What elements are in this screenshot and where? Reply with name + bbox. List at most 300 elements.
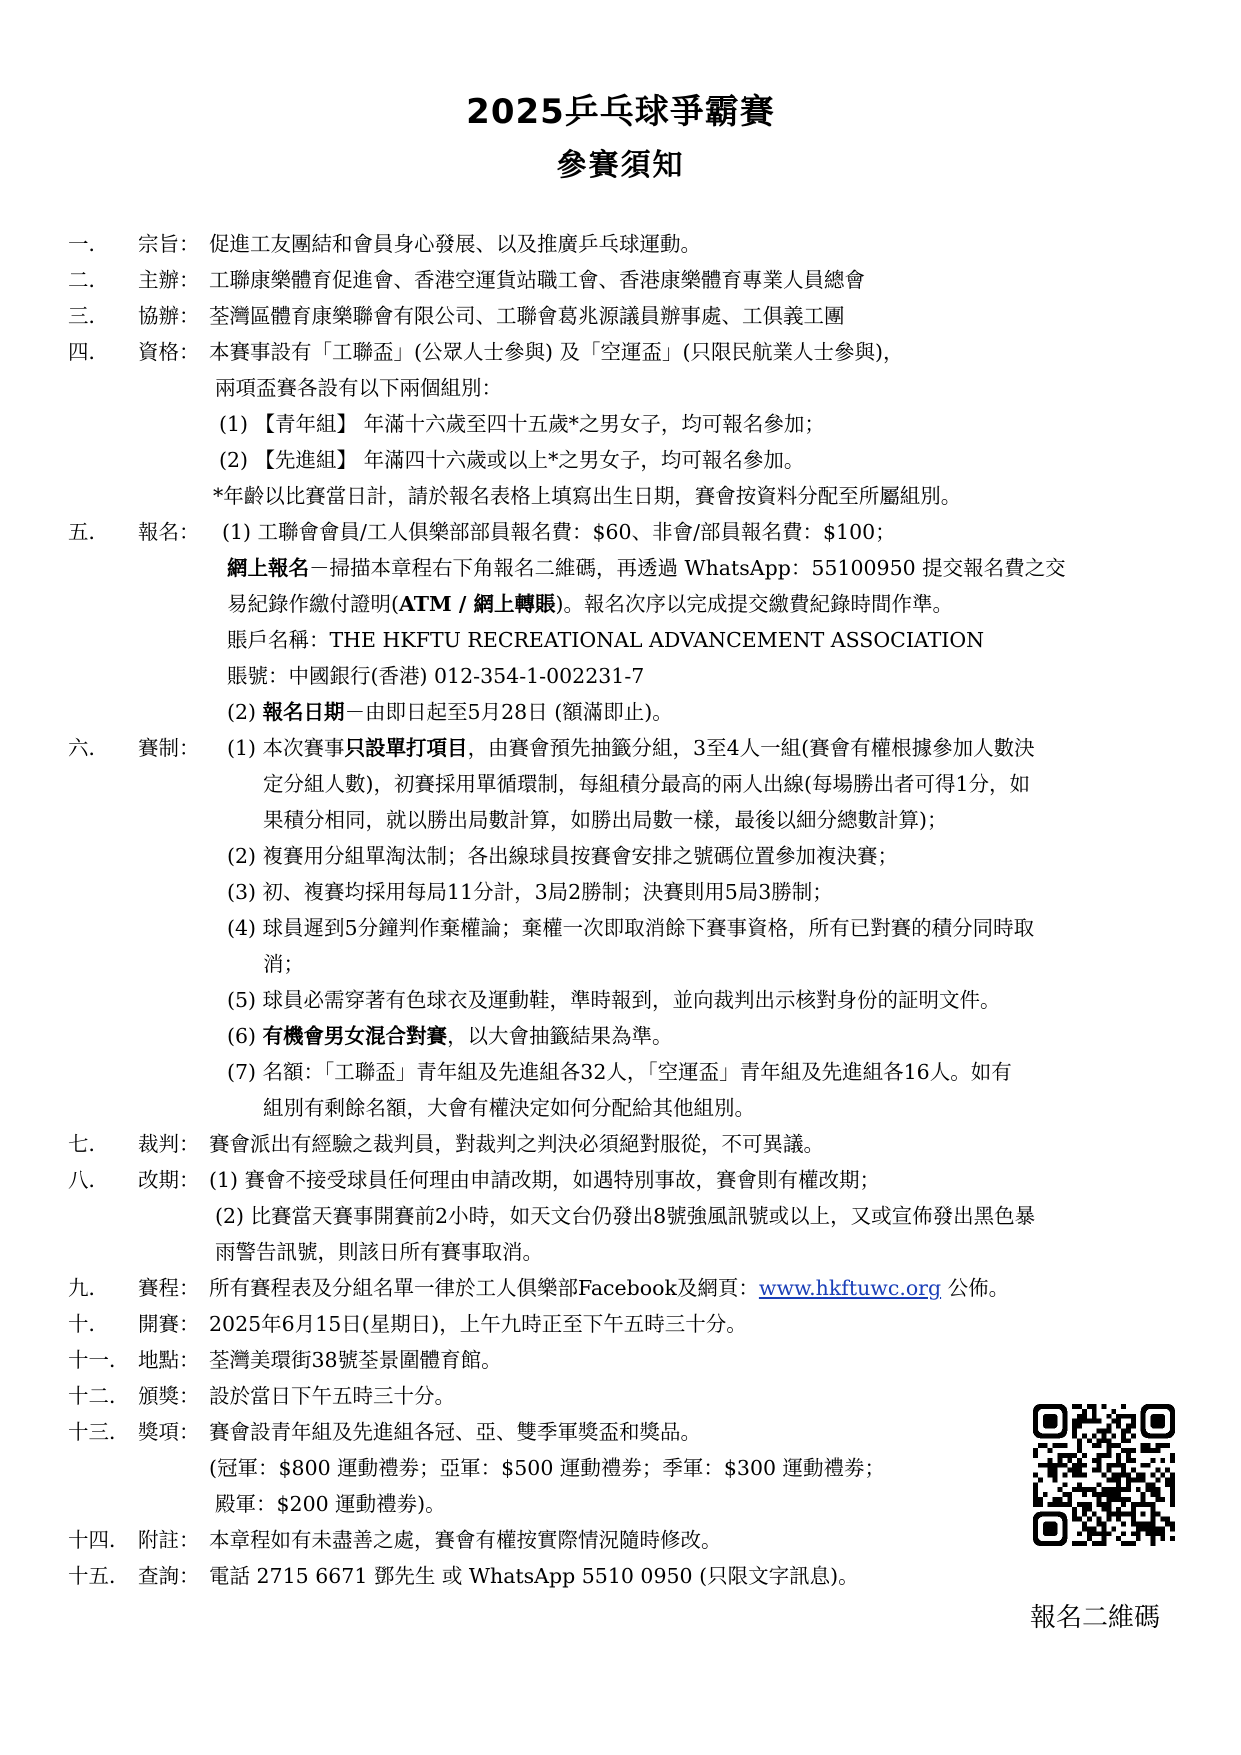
qr-module (1057, 1497, 1062, 1502)
qr-module (1151, 1448, 1156, 1453)
qr-module (1102, 1502, 1107, 1507)
qr-module (1082, 1473, 1087, 1478)
qr-module (1165, 1522, 1170, 1527)
deadline-bold: 報名日期 (262, 700, 345, 724)
qr-module (1057, 1502, 1062, 1507)
qr-module (1102, 1526, 1107, 1531)
qr-module (1160, 1443, 1165, 1448)
section-8-line-3: 雨警告訊號，則該日所有賽事取消。 (215, 1240, 543, 1264)
qr-module (1116, 1424, 1121, 1429)
qr-module (1131, 1477, 1136, 1482)
qr-module (1126, 1453, 1131, 1458)
item-6-prefix: (6) (227, 1024, 263, 1048)
qr-module (1121, 1473, 1126, 1478)
qr-module (1097, 1419, 1102, 1424)
qr-module (1136, 1536, 1141, 1541)
qr-module (1082, 1487, 1087, 1492)
qr-module (1072, 1463, 1077, 1468)
qr-module (1146, 1526, 1151, 1531)
qr-module (1106, 1414, 1111, 1419)
section-6-item-1-line-2: 定分組人數)，初賽採用單循環制，每組積分最高的兩人出線(每場勝出者可得1分，如 (263, 772, 1031, 796)
qr-module (1106, 1492, 1111, 1497)
qr-module (1048, 1448, 1053, 1453)
website-link[interactable]: www.hkftuwc.org (758, 1276, 942, 1300)
qr-module (1097, 1428, 1102, 1433)
qr-module (1092, 1419, 1097, 1424)
qr-module (1126, 1477, 1131, 1482)
qr-module (1082, 1414, 1087, 1419)
qr-module (1121, 1448, 1126, 1453)
qr-module (1151, 1482, 1156, 1487)
qr-module (1082, 1541, 1087, 1546)
qr-module (1155, 1443, 1160, 1448)
section-6-number: 六． (68, 736, 109, 760)
qr-module (1106, 1468, 1111, 1473)
qr-module (1097, 1463, 1102, 1468)
qr-module (1126, 1497, 1131, 1502)
qr-module (1072, 1512, 1077, 1517)
qr-module (1126, 1424, 1131, 1429)
qr-finder-top-right (1141, 1404, 1175, 1438)
qr-module (1062, 1453, 1067, 1458)
section-8-line-2: (2) 比賽當天賽事開賽前2小時，如天文台仍發出8號強風訊號或以上，又或宣佈發出黑色暴 (215, 1204, 1036, 1228)
qr-module (1067, 1497, 1072, 1502)
qr-module (1077, 1424, 1082, 1429)
section-15-number: 十五． (68, 1564, 130, 1588)
qr-module (1121, 1487, 1126, 1492)
section-6-item-7-line-1: (7) 名額：「工聯盃」青年組及先進組各32人，「空運盃」青年組及先進組各16人。如有 (227, 1060, 1012, 1084)
qr-module (1116, 1443, 1121, 1448)
online-registration-text: －掃描本章程右下角報名二維碼，再透過 WhatsApp：55100950 提交報名費之交 (309, 556, 1066, 580)
qr-module (1151, 1492, 1156, 1497)
qr-module (1131, 1448, 1136, 1453)
qr-module (1155, 1497, 1160, 1502)
qr-module (1102, 1507, 1107, 1512)
qr-module (1053, 1468, 1058, 1473)
qr-module (1097, 1458, 1102, 1463)
qr-module (1106, 1428, 1111, 1433)
qr-module (1116, 1492, 1121, 1497)
section-14-text: 本章程如有未盡善之處，賽會有權按實際情況隨時修改。 (209, 1528, 722, 1552)
item-6-text: ，以大會抽籤結果為準。 (447, 1024, 673, 1048)
qr-module (1067, 1458, 1072, 1463)
qr-module (1077, 1487, 1082, 1492)
qr-module (1087, 1531, 1092, 1536)
qr-module (1170, 1482, 1175, 1487)
section-14-number: 十四． (68, 1528, 130, 1552)
section-9-line (209, 1274, 1009, 1302)
section-4-group-youth: (1) 【青年組】 年滿十六歲至四十五歲*之男女子，均可報名參加； (219, 412, 825, 436)
qr-module (1057, 1453, 1062, 1458)
qr-module (1151, 1541, 1156, 1546)
qr-module (1126, 1414, 1131, 1419)
qr-module (1106, 1512, 1111, 1517)
qr-module (1038, 1497, 1043, 1502)
qr-module (1131, 1531, 1136, 1536)
qr-module (1111, 1463, 1116, 1468)
qr-module (1097, 1492, 1102, 1497)
qr-module (1151, 1526, 1156, 1531)
qr-module (1092, 1433, 1097, 1438)
section-6-item-5: (5) 球員必需穿著有色球衣及運動鞋，準時報到，並向裁判出示核對身份的証明文件。 (227, 988, 1001, 1012)
qr-module (1111, 1409, 1116, 1414)
qr-module (1121, 1414, 1126, 1419)
registration-qr-code[interactable] (1033, 1404, 1175, 1546)
qr-module (1146, 1487, 1151, 1492)
qr-module (1106, 1517, 1111, 1522)
section-7-label: 裁判： (138, 1132, 200, 1156)
section-5-account-name: 賬戶名稱：THE HKFTU RECREATIONAL ADVANCEMENT ASSOCIATION (227, 628, 985, 652)
qr-module (1097, 1443, 1102, 1448)
qr-module (1038, 1502, 1043, 1507)
section-10-label: 開賽： (138, 1312, 200, 1336)
qr-module (1087, 1404, 1092, 1409)
qr-module (1082, 1526, 1087, 1531)
qr-module (1057, 1443, 1062, 1448)
qr-module (1077, 1531, 1082, 1536)
section-11-label: 地點： (138, 1348, 200, 1372)
qr-module (1126, 1482, 1131, 1487)
qr-module (1106, 1424, 1111, 1429)
qr-module (1092, 1458, 1097, 1463)
qr-module (1092, 1531, 1097, 1536)
section-15-text: 電話 2715 6671 鄧先生 或 WhatsApp 5510 0950 (只限文字訊息)。 (209, 1564, 859, 1588)
section-3-label: 協辦： (138, 304, 200, 328)
qr-module (1062, 1443, 1067, 1448)
qr-module (1048, 1463, 1053, 1468)
qr-module (1072, 1433, 1077, 1438)
qr-module (1092, 1404, 1097, 1409)
qr-module (1067, 1453, 1072, 1458)
qr-module (1053, 1443, 1058, 1448)
qr-module (1126, 1473, 1131, 1478)
qr-module (1141, 1497, 1146, 1502)
qr-module (1106, 1453, 1111, 1458)
qr-module (1082, 1512, 1087, 1517)
qr-caption: 報名二維碼 (1030, 1603, 1161, 1633)
qr-module (1033, 1487, 1038, 1492)
qr-module (1067, 1468, 1072, 1473)
qr-module (1160, 1526, 1165, 1531)
section-5-label: 報名： (138, 520, 200, 544)
qr-module (1043, 1463, 1048, 1468)
qr-module (1116, 1473, 1121, 1478)
qr-module (1165, 1517, 1170, 1522)
qr-finder-top-left (1033, 1404, 1067, 1438)
qr-module (1151, 1536, 1156, 1541)
payment-method-bold: ATM / 網上轉賬 (399, 592, 556, 616)
qr-module (1033, 1448, 1038, 1453)
qr-module (1155, 1477, 1160, 1482)
section-6-item-4-line-1: (4) 球員遲到5分鐘判作棄權論；棄權一次即取消餘下賽事資格，所有已對賽的積分同時取 (227, 916, 1035, 940)
qr-module (1092, 1541, 1097, 1546)
qr-module (1097, 1453, 1102, 1458)
qr-module (1097, 1497, 1102, 1502)
page-subtitle: 參賽須知 (556, 148, 685, 183)
section-9-label: 賽程： (138, 1276, 200, 1300)
qr-module (1116, 1453, 1121, 1458)
qr-module (1033, 1482, 1038, 1487)
section-2-label: 主辦： (138, 268, 200, 292)
qr-module (1102, 1522, 1107, 1527)
qr-module (1106, 1443, 1111, 1448)
qr-module (1097, 1502, 1102, 1507)
section-11-text: 荃灣美環街38號荃景圍體育館。 (209, 1348, 502, 1372)
qr-module (1170, 1522, 1175, 1527)
qr-module (1155, 1448, 1160, 1453)
qr-module (1102, 1438, 1107, 1443)
qr-module (1111, 1487, 1116, 1492)
section-6-item-6 (227, 1022, 673, 1050)
qr-module (1146, 1531, 1151, 1536)
qr-module (1160, 1531, 1165, 1536)
qr-module (1116, 1482, 1121, 1487)
qr-module (1048, 1458, 1053, 1463)
qr-module (1160, 1536, 1165, 1541)
qr-module (1072, 1424, 1077, 1429)
qr-module (1087, 1507, 1092, 1512)
qr-module (1048, 1468, 1053, 1473)
qr-module (1077, 1414, 1082, 1419)
qr-module (1170, 1536, 1175, 1541)
qr-module (1077, 1468, 1082, 1473)
qr-module (1136, 1473, 1141, 1478)
qr-module (1111, 1512, 1116, 1517)
qr-module (1053, 1502, 1058, 1507)
qr-finder-bottom-left (1033, 1512, 1067, 1546)
qr-module (1151, 1531, 1156, 1536)
qr-module (1160, 1473, 1165, 1478)
section-12-label: 頒獎： (138, 1384, 200, 1408)
qr-module (1121, 1404, 1126, 1409)
qr-module (1072, 1453, 1077, 1458)
qr-module (1155, 1487, 1160, 1492)
qr-module (1151, 1487, 1156, 1492)
section-4-number: 四． (68, 340, 109, 364)
qr-module (1165, 1482, 1170, 1487)
qr-module (1165, 1468, 1170, 1473)
qr-module (1116, 1419, 1121, 1424)
qr-module (1121, 1433, 1126, 1438)
qr-module (1116, 1517, 1121, 1522)
section-6-item-1-line-3: 果積分相同，就以勝出局數計算，如勝出局數一樣，最後以細分總數計算)； (263, 808, 948, 832)
qr-module (1062, 1463, 1067, 1468)
qr-module (1170, 1492, 1175, 1497)
qr-module (1077, 1541, 1082, 1546)
qr-module (1072, 1473, 1077, 1478)
qr-module (1033, 1453, 1038, 1458)
qr-module (1155, 1468, 1160, 1473)
qr-module (1033, 1497, 1038, 1502)
qr-module (1097, 1522, 1102, 1527)
qr-module (1097, 1517, 1102, 1522)
qr-module (1136, 1526, 1141, 1531)
qr-module (1072, 1517, 1077, 1522)
qr-module (1111, 1492, 1116, 1497)
deadline-prefix: (2) (227, 700, 263, 724)
qr-module (1136, 1487, 1141, 1492)
qr-module (1106, 1448, 1111, 1453)
qr-module (1092, 1492, 1097, 1497)
qr-module (1097, 1438, 1102, 1443)
qr-module (1087, 1526, 1092, 1531)
section-5-payment-line (227, 590, 953, 618)
qr-module (1106, 1507, 1111, 1512)
qr-module (1116, 1463, 1121, 1468)
qr-module (1121, 1512, 1126, 1517)
section-13-prizes-line-1: (冠軍：$800 運動禮劵；亞軍：$500 運動禮劵；季軍：$300 運動禮劵； (209, 1456, 886, 1480)
section-10-number: 十． (68, 1312, 109, 1336)
qr-module (1092, 1443, 1097, 1448)
qr-module (1111, 1433, 1116, 1438)
qr-module (1033, 1492, 1038, 1497)
qr-module (1146, 1448, 1151, 1453)
qr-module (1053, 1477, 1058, 1482)
qr-module (1141, 1463, 1146, 1468)
qr-module (1170, 1487, 1175, 1492)
qr-module (1106, 1502, 1111, 1507)
qr-module (1111, 1497, 1116, 1502)
qr-module (1141, 1526, 1146, 1531)
section-13-number: 十三． (68, 1420, 130, 1444)
section-2-text: 工聯康樂體育促進會、香港空運貨站職工會、香港康樂體育專業人員總會 (209, 268, 865, 292)
qr-module (1106, 1497, 1111, 1502)
qr-module (1126, 1487, 1131, 1492)
section-6-item-7-line-2: 組別有剩餘名額，大會有權決定如何分配給其他組別。 (263, 1096, 755, 1120)
section-5-account-number: 賬號：中國銀行(香港) 012-354-1-002231-7 (227, 664, 645, 688)
qr-module (1131, 1541, 1136, 1546)
qr-module (1106, 1438, 1111, 1443)
qr-module (1082, 1409, 1087, 1414)
section-14-label: 附註： (138, 1528, 200, 1552)
qr-module (1092, 1414, 1097, 1419)
qr-module (1170, 1497, 1175, 1502)
section-13-prizes-line-2: 殿軍：$200 運動禮劵)。 (215, 1492, 446, 1516)
item-1-prefix: (1) 本次賽事 (227, 736, 345, 760)
qr-module (1077, 1448, 1082, 1453)
qr-module (1126, 1428, 1131, 1433)
qr-module (1057, 1458, 1062, 1463)
qr-module (1102, 1541, 1107, 1546)
qr-module (1151, 1458, 1156, 1463)
qr-module (1043, 1443, 1048, 1448)
section-10-text: 2025年6月15日(星期日)，上午九時正至下午五時三十分。 (209, 1312, 747, 1336)
qr-module (1160, 1497, 1165, 1502)
qr-module (1111, 1443, 1116, 1448)
qr-module (1160, 1517, 1165, 1522)
section-13-label: 獎項： (138, 1420, 200, 1444)
qr-module (1092, 1526, 1097, 1531)
qr-module (1072, 1541, 1077, 1546)
qr-module (1165, 1477, 1170, 1482)
qr-module (1077, 1502, 1082, 1507)
schedule-tail: 公佈。 (941, 1276, 1010, 1300)
qr-module (1072, 1419, 1077, 1424)
qr-module (1170, 1473, 1175, 1478)
qr-module (1077, 1458, 1082, 1463)
section-1-number: 一． (68, 232, 109, 256)
qr-module (1038, 1477, 1043, 1482)
qr-module (1102, 1404, 1107, 1409)
qr-module (1077, 1404, 1082, 1409)
qr-module (1111, 1477, 1116, 1482)
qr-module (1077, 1463, 1082, 1468)
section-8-line-1: (1) 賽會不接受球員任何理由申請改期，如遇特別事故，賽會則有權改期； (209, 1168, 881, 1192)
section-4-line-1: 本賽事設有「工聯盃」(公眾人士參與) 及「空運盃」(只限民航業人士參與)， (209, 340, 904, 364)
qr-module (1116, 1414, 1121, 1419)
qr-module (1146, 1482, 1151, 1487)
qr-module (1097, 1531, 1102, 1536)
qr-module (1131, 1414, 1136, 1419)
qr-module (1141, 1477, 1146, 1482)
online-registration-bold: 網上報名 (227, 556, 309, 580)
qr-module (1141, 1473, 1146, 1478)
qr-module (1102, 1433, 1107, 1438)
qr-module (1087, 1487, 1092, 1492)
qr-module (1155, 1492, 1160, 1497)
section-3-text: 荃灣區體育康樂聯會有限公司、工聯會葛兆源議員辦事處、工俱義工團 (209, 304, 845, 328)
qr-module (1102, 1453, 1107, 1458)
qr-module (1067, 1492, 1072, 1497)
qr-module (1072, 1468, 1077, 1473)
qr-module (1126, 1541, 1131, 1546)
qr-module (1038, 1443, 1043, 1448)
section-1-label: 宗旨： (138, 232, 200, 256)
qr-module (1102, 1428, 1107, 1433)
qr-module (1082, 1492, 1087, 1497)
qr-module (1067, 1502, 1072, 1507)
qr-module (1116, 1507, 1121, 1512)
section-5-online-line (227, 554, 1066, 582)
section-7-number: 七． (68, 1132, 109, 1156)
section-2-number: 二． (68, 268, 109, 292)
qr-module (1106, 1531, 1111, 1536)
deadline-text: －由即日起至5月28日 (額滿即止)。 (344, 700, 673, 724)
qr-module (1141, 1492, 1146, 1497)
qr-alignment-pattern (1141, 1512, 1146, 1517)
qr-module (1102, 1492, 1107, 1497)
qr-module (1087, 1517, 1092, 1522)
qr-module (1048, 1502, 1053, 1507)
qr-module (1053, 1463, 1058, 1468)
qr-module (1116, 1497, 1121, 1502)
qr-module (1077, 1473, 1082, 1478)
qr-module (1048, 1473, 1053, 1478)
qr-module (1106, 1477, 1111, 1482)
qr-module (1165, 1443, 1170, 1448)
qr-module (1102, 1531, 1107, 1536)
qr-module (1170, 1526, 1175, 1531)
qr-module (1033, 1473, 1038, 1478)
qr-module (1131, 1433, 1136, 1438)
section-15-label: 查詢： (138, 1564, 200, 1588)
section-8-number: 八． (68, 1168, 109, 1192)
section-4-group-senior: (2) 【先進組】 年滿四十六歲或以上*之男女子，均可報名參加。 (219, 448, 805, 472)
qr-module (1102, 1536, 1107, 1541)
qr-module (1062, 1473, 1067, 1478)
qr-module (1082, 1453, 1087, 1458)
qr-module (1131, 1468, 1136, 1473)
section-5-deadline-line (227, 698, 673, 726)
item-1-text: ，由賽會預先抽籤分組，3至4人一組(賽會有權根據參加人數決 (467, 736, 1035, 760)
section-5-number: 五． (68, 520, 109, 544)
qr-module (1131, 1419, 1136, 1424)
qr-module (1102, 1473, 1107, 1478)
qr-module (1141, 1448, 1146, 1453)
qr-module (1082, 1522, 1087, 1527)
qr-module (1072, 1404, 1077, 1409)
qr-module (1097, 1541, 1102, 1546)
